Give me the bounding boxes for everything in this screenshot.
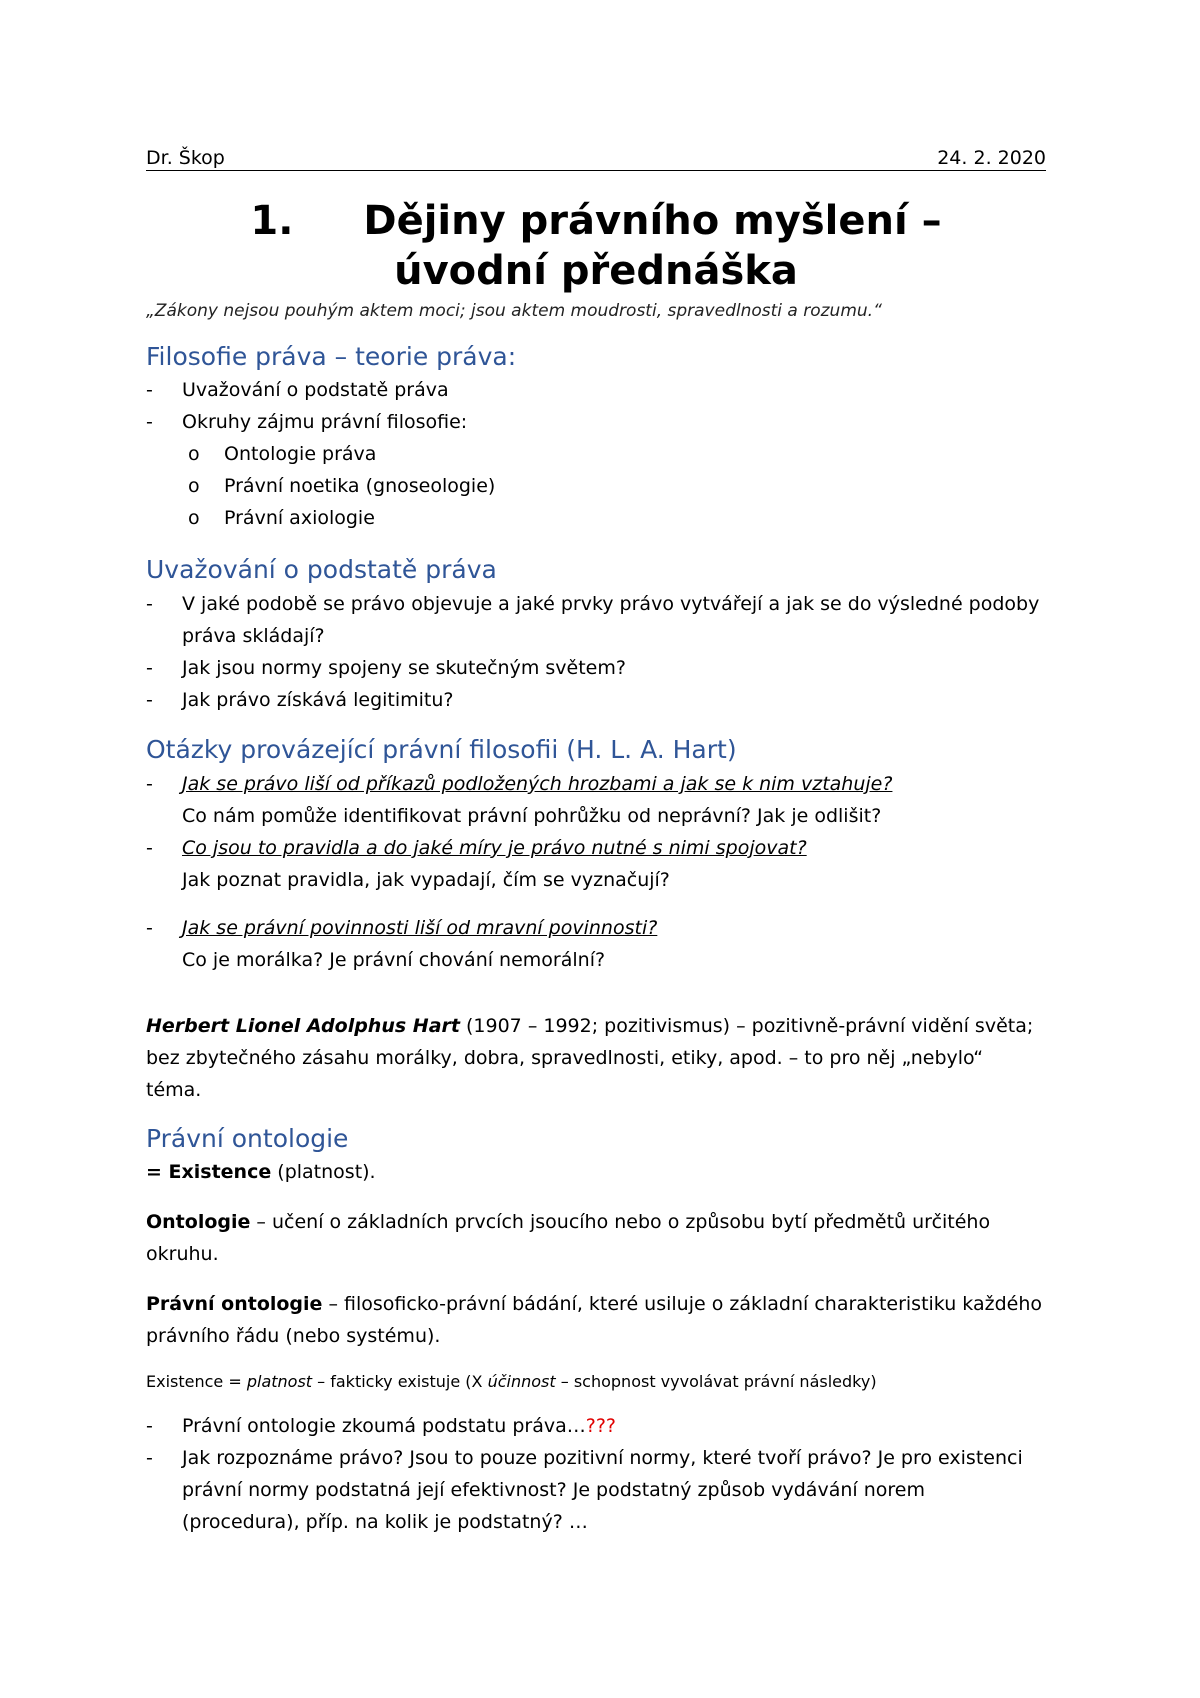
section-heading-otazky: Otázky provázející právní filosofii (H. L. A. Hart) [146, 735, 737, 764]
epigraph-quote: „Zákony nejsou pouhým aktem moci; jsou aktem moudrosti, spravedlnosti a rozumu.“ [146, 301, 882, 321]
hart-paragraph-line3: téma. [146, 1079, 202, 1101]
title-line2: úvodní přednáška [394, 248, 798, 294]
existence-note: Existence = platnost – fakticky existuje (X účinnost – schopnost vyvolávat právní následky) [146, 1372, 877, 1391]
section-heading-filosofie: Filosofie práva – teorie práva: [146, 342, 517, 371]
section-heading-podstata: Uvažování o podstatě práva [146, 555, 497, 584]
document-title [146, 196, 1046, 296]
header-date: 24. 2. 2020 [937, 147, 1046, 169]
header-author: Dr. Škop [146, 147, 225, 169]
pravni-ontologie-definition: Právní ontologie – filosoficko-právní bádání, které usiluje o základní charakteristiku každého [146, 1293, 1042, 1315]
hart-name: Herbert Lionel Adolphus Hart [146, 1015, 460, 1037]
pravni-ontologie-definition-line2: právního řádu (nebo systému). [146, 1325, 441, 1347]
hart-paragraph-line2: bez zbytečného zásahu morálky, dobra, spravedlnosti, etiky, apod. – to pro něj „nebylo“ [146, 1047, 984, 1069]
page-header [146, 146, 1046, 171]
title-number: 1. [250, 198, 294, 244]
ontologie-definition: Ontologie – učení o základních prvcích jsoucího nebo o způsobu bytí předmětů určitého [146, 1211, 991, 1233]
hart-paragraph: Herbert Lionel Adolphus Hart (1907 – 1992; pozitivismus) – pozitivně-právní vidění světa; [146, 1015, 1034, 1037]
title-line1: Dějiny právního myšlení – [363, 198, 942, 244]
ontologie-definition-line2: okruhu. [146, 1243, 219, 1265]
section-heading-ontologie: Právní ontologie [146, 1124, 349, 1153]
existence-line: = Existence (platnost). [146, 1161, 376, 1183]
